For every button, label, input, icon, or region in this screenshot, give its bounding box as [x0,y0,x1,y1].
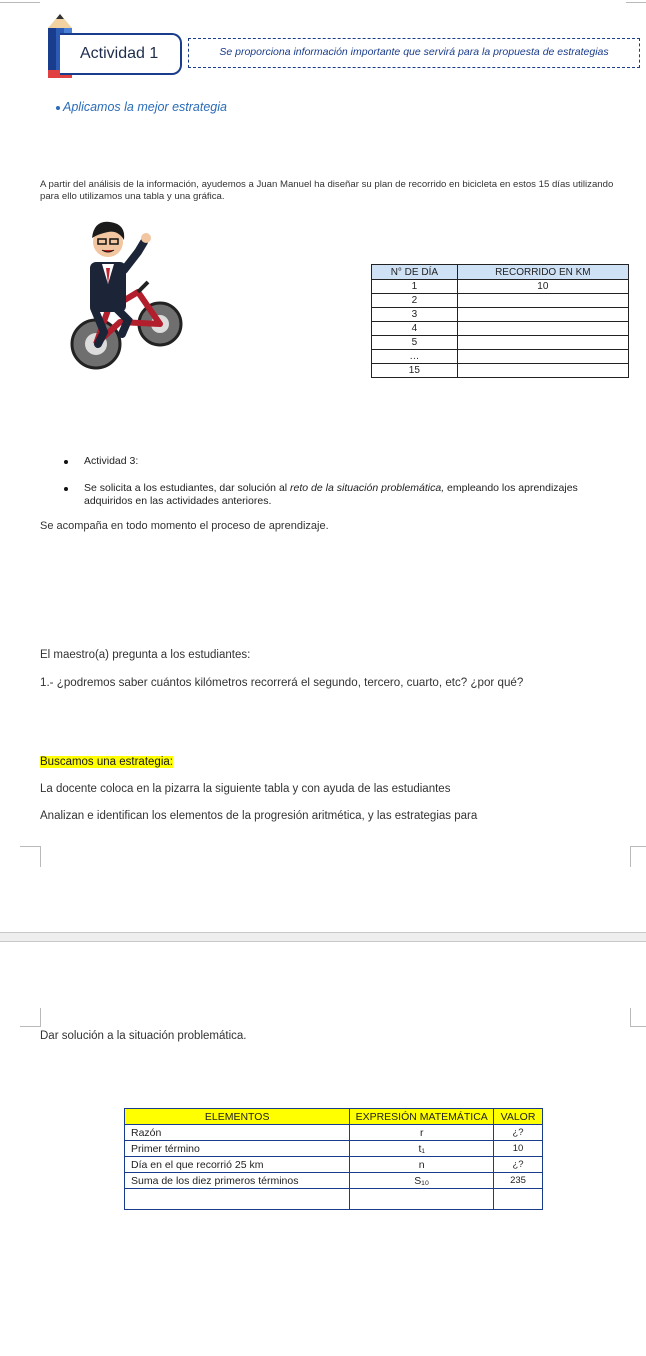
table-row [125,1173,543,1189]
activity-label: Actividad 1 [60,33,182,75]
element-cell [125,1189,350,1210]
accompany-text: Se acompaña en todo momento el proceso de aprendizaje. [40,520,329,532]
table-row [372,336,629,350]
teacher-asks-text: El maestro(a) pregunta a los estudiantes: [40,649,251,661]
strategy-heading [40,756,173,768]
bullet-text-before: Se solicita a los estudiantes, dar solución al [84,482,291,494]
page-corner-mark [0,0,40,3]
km-cell [457,294,628,308]
expression-cell: n [350,1157,494,1173]
table-row [372,294,629,308]
intro-paragraph: A partir del análisis de la información, ayudemos a Juan Manuel ha diseñar su plan de recorrido en bicicleta en estos 15 días utilizando para ello utilizamos una tabla y una gráfica. [40,179,614,202]
expression-cell [350,1189,494,1210]
value-cell: ¿? [494,1125,543,1141]
element-cell: Día en el que recorrió 25 km [125,1157,350,1173]
solve-text: Dar solución a la situación problemática. [40,1030,247,1042]
page-corner-mark [630,846,646,867]
element-cell: Suma de los diez primeros términos [125,1173,350,1189]
element-cell: Primer término [125,1141,350,1157]
page-corner-mark [630,1008,646,1027]
day-cell: … [372,350,458,364]
expression-cell: S₁₀ [350,1173,494,1189]
page-corner-mark [20,1008,41,1027]
subtitle-text: Aplicamos la mejor estrategia [63,100,227,114]
section-subtitle [56,100,227,114]
col-header-km: RECORRIDO EN KM [457,265,628,280]
bullet-dot [56,106,60,110]
day-cell: 5 [372,336,458,350]
col-header-day: N° DE DÍA [372,265,458,280]
day-cell: 2 [372,294,458,308]
info-banner: Se proporciona información importante que servirá para la propuesta de estrategias [188,38,640,68]
km-cell [457,308,628,322]
table-row [125,1189,543,1210]
bullet-dot [64,460,68,464]
table-row [372,364,629,378]
days-table [371,264,629,378]
cyclist-illustration [68,212,188,376]
table-row [372,280,629,294]
table-row [125,1125,543,1141]
table-row [125,1157,543,1173]
value-cell: ¿? [494,1157,543,1173]
km-cell [457,336,628,350]
day-cell: 4 [372,322,458,336]
bullet-text: Actividad 3: [84,455,139,467]
bullet-text-after: empleando los aprendizajes adquiridos en las actividades anteriores. [84,482,578,507]
day-cell: 15 [372,364,458,378]
page-corner-mark [626,0,646,3]
value-cell [494,1189,543,1210]
bullet-item [64,455,624,467]
expression-cell: r [350,1125,494,1141]
expression-cell: t₁ [350,1141,494,1157]
table-row [372,308,629,322]
km-cell [457,322,628,336]
strategy-heading-text: Buscamos una estrategia: [40,756,173,768]
km-cell [457,350,628,364]
elements-table [124,1108,543,1210]
col-header-value: VALOR [494,1109,543,1125]
col-header-expression: EXPRESIÓN MATEMÁTICA [350,1109,494,1125]
element-cell: Razón [125,1125,350,1141]
strategy-line: La docente coloca en la pizarra la siguiente tabla y con ayuda de las estudiantes [40,783,451,795]
value-cell: 235 [494,1173,543,1189]
col-header-elements: ELEMENTOS [125,1109,350,1125]
question-text: 1.- ¿podremos saber cuántos kilómetros recorrerá el segundo, tercero, cuarto, etc? ¿por qué? [40,676,524,689]
table-row [125,1141,543,1157]
km-cell: 10 [457,280,628,294]
value-cell: 10 [494,1141,543,1157]
day-cell: 1 [372,280,458,294]
page-corner-mark [20,846,41,867]
table-row [372,350,629,364]
strategy-line: Analizan e identifican los elementos de la progresión aritmética, y las estrategias para [40,810,478,822]
day-cell: 3 [372,308,458,322]
bullet-item [64,482,614,508]
bullet-dot [64,487,68,491]
km-cell [457,364,628,378]
bullet-text-emphasis: reto de la situación problemática, [290,482,445,494]
page-gap [0,932,646,942]
table-row [372,322,629,336]
